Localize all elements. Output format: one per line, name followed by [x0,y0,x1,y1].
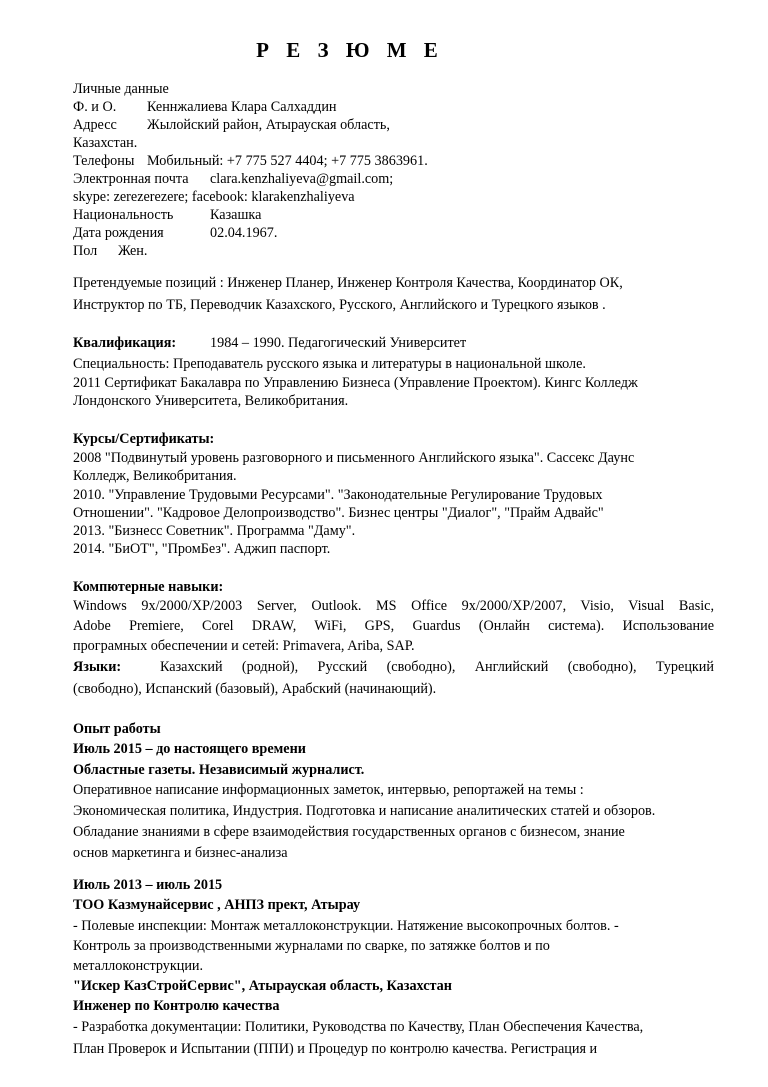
languages-label: Языки: [73,659,122,675]
job-description: Экономическая политика, Индустрия. Подготовка и написание аналитических статей и обзоров. [73,803,656,819]
languages-first: Казахский (родной), Русский (свободно), Английский (свободно), Турецкий [160,659,714,675]
job-role: Инженер по Контролю качества [73,998,280,1014]
positions-line: Инструктор по ТБ, Переводчик Казахского, Русского, Английского и Турецкого языков . [73,297,606,313]
name-label: Ф. и О. [73,99,117,115]
personal-heading: Личные данные [73,81,169,97]
courses-line: 2014. "БиОТ", "ПромБез". Аджип паспорт. [73,541,331,557]
gender-label: Пол [73,243,98,259]
job-description: Оперативное написание информационных заметок, интервью, репортажей на темы : [73,782,584,798]
computer-heading: Компютерные навыки: [73,579,224,595]
computer-line: Adobe Premiere, Corel DRAW, WiFi, GPS, Guardus (Онлайн система). Использование [73,618,714,634]
job-description: - Полевые инспекции: Монтаж металлоконструкции. Натяжение высокопрочных болтов. - [73,918,619,934]
job-period: Июль 2015 – до настоящего времени [73,741,306,757]
job-description: металлоконструкции. [73,958,204,974]
courses-line: 2008 "Подвинутый уровень разговорного и письменного Английского языка". Сассекс Даунс [73,450,635,466]
courses-line: 2013. "Бизнесс Советник". Программа "Даму". [73,523,356,539]
gender-value: Жен. [118,243,148,259]
job-description: Контроль за производственными журналами по сварке, по затяжке болтов и по [73,938,550,954]
birth-value: 02.04.1967. [210,225,278,241]
birth-label: Дата рождения [73,225,164,241]
job-organization: Областные газеты. Независимый журналист. [73,762,365,778]
phones-label: Телефоны [73,153,135,169]
email-label: Электронная почта [73,171,189,187]
qualification-line: 2011 Сертификат Бакалавра по Управлению Бизнеса (Управление Проектом). Кингс Колледж [73,375,638,391]
courses-line: Отношении". "Кадровое Делопроизводство". Бизнес центры "Диалог", "Прайм Адвайс" [73,505,604,521]
courses-line: Колледж, Великобритания. [73,468,237,484]
job-description: План Проверок и Испытании (ППИ) и Процедур по контролю качества. Регистрация и [73,1041,598,1057]
email-value: clara.kenzhaliyeva@gmail.com; [210,171,394,187]
address-continuation: Казахстан. [73,135,138,151]
qualification-line: Специальность: Преподаватель русского языка и литературы в национальной школе. [73,356,586,372]
computer-line: програмных обеспечении и сетей: Primavera, Ariba, SAP. [73,638,415,654]
job-description: основ маркетинга и бизнес-анализа [73,845,288,861]
job-period: Июль 2013 – июль 2015 [73,877,223,893]
name-value: Кеннжалиева Клара Салхаддин [147,99,337,115]
languages-second: (свободно), Испанский (базовый), Арабский (начинающий). [73,681,437,697]
job-description: Обладание знаниями в сфере взаимодействия государственных органов с бизнесом, знание [73,824,625,840]
phones-value: Мобильный: +7 775 527 4404; +7 775 3863961. [147,153,428,169]
nationality-value: Казашка [210,207,262,223]
job-organization: "Искер КазСтройСервис", Атырауская область, Казахстан [73,978,452,994]
address-value: Жылойский район, Атырауская область, [147,117,390,133]
courses-line: 2010. "Управление Трудовыми Ресурсами". "Законодательные Регулирование Трудовых [73,487,603,503]
job-organization: ТОО Казмунайсервис , АНПЗ прект, Атырау [73,897,361,913]
address-label: Адресс [73,117,117,133]
experience-heading: Опыт работы [73,721,161,737]
nationality-label: Национальность [73,207,174,223]
social-line: skype: zerezerezere; facebook: klarakenzhaliyeva [73,189,355,205]
qualification-line: Лондонского Университета, Великобритания. [73,393,349,409]
courses-heading: Курсы/Сертификаты: [73,431,215,447]
qualification-label: Квалификация: [73,335,177,351]
page-title: Р Е З Ю М Е [256,38,444,62]
computer-line: Windows 9x/2000/XP/2003 Server, Outlook. MS Office 9x/2000/XP/2007, Visio, Visual Basic, [73,598,714,614]
job-description: - Разработка документации: Политики, Руководства по Качеству, План Обеспечения Качества, [73,1019,644,1035]
qualification-first: 1984 – 1990. Педагогический Университет [210,335,467,351]
positions-line: Претендуемые позиций : Инженер Планер, Инженер Контроля Качества, Координатор ОК, [73,275,623,291]
